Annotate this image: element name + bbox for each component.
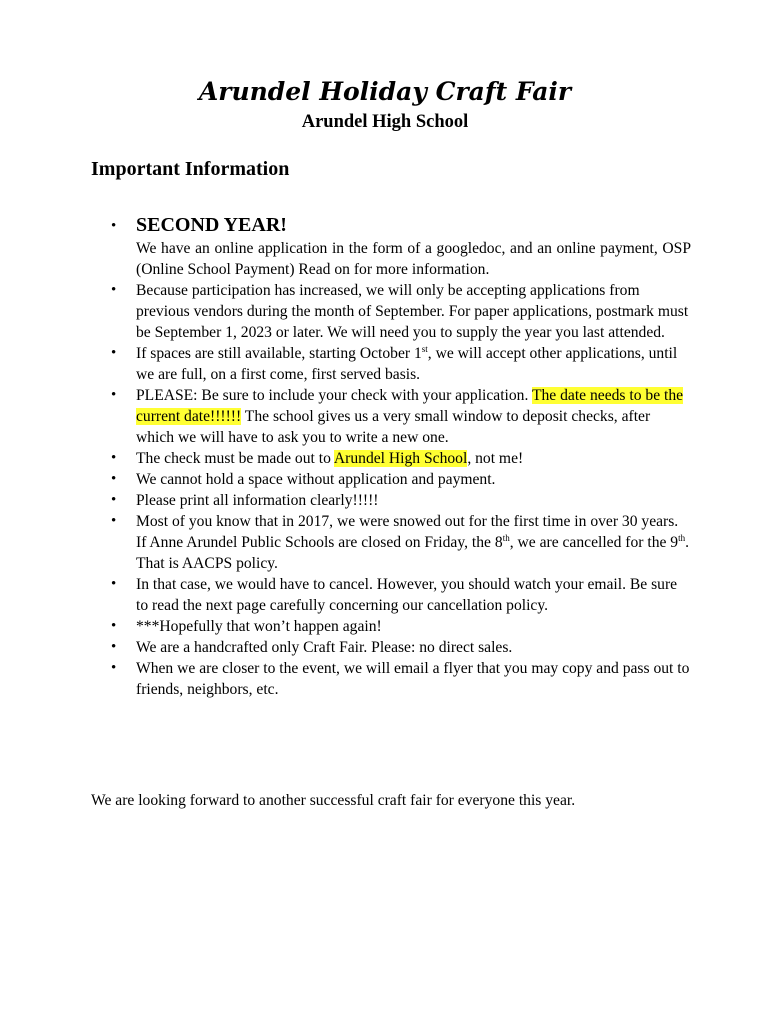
item-text: If spaces are still available, starting October 1 [136, 345, 422, 362]
item-text: . That is AACPS policy. [136, 534, 690, 572]
item-text: Most of you know that in 2017, we were snowed out for the first time in over 30 years. If Anne Arundel Public Schools are closed on Friday, the 8 [136, 513, 679, 551]
list-item [91, 616, 691, 637]
bullet-icon: • [111, 471, 117, 487]
list-item [91, 469, 691, 490]
item-text: The school gives us a very small window to deposit checks, after which we will have to ask you to write a new one. [136, 408, 651, 446]
bullet-icon: • [111, 387, 117, 403]
ordinal-suffix: st [421, 343, 428, 354]
item-text: PLEASE: Be sure to include your check with your application. [136, 387, 532, 404]
bullet-icon: • [111, 282, 117, 298]
item-text: , we are cancelled for the 9 [509, 534, 679, 551]
highlighted-text: The date needs to be the current date!!!!!! [136, 387, 684, 425]
list-item [91, 637, 691, 658]
bullet-icon: • [111, 639, 117, 655]
lead-heading: SECOND YEAR! [136, 214, 287, 236]
list-item [91, 574, 691, 616]
closing-statement: We are looking forward to another successful craft fair for everyone this year. [91, 792, 576, 809]
important-info-list [91, 212, 691, 700]
bullet-icon: • [111, 450, 117, 466]
list-item [91, 385, 691, 448]
bullet-icon: • [111, 513, 117, 529]
bullet-icon: • [111, 660, 117, 676]
item-text: In that case, we would have to cancel. However, you should watch your email. Be sure to read the next page carefully concerning our cancellation policy. [136, 576, 678, 614]
item-text: We cannot hold a space without application and payment. [136, 471, 496, 488]
ordinal-suffix: th [502, 532, 510, 543]
list-item [91, 511, 691, 574]
list-item [91, 280, 691, 343]
ordinal-suffix: th [678, 532, 686, 543]
list-item-second-year [91, 212, 691, 280]
list-item [91, 448, 691, 469]
document-title: Arundel Holiday Craft Fair [198, 77, 572, 106]
bullet-icon: • [111, 345, 117, 361]
item-text: When we are closer to the event, we will email a flyer that you may copy and pass out to friends, neighbors, etc. [136, 660, 690, 698]
item-text: Please print all information clearly!!!!! [136, 492, 379, 509]
lead-text: We have an online application in the form of a googledoc, and an online payment, OSP (Online School Payment) Read on for more information. [136, 240, 691, 278]
item-text: The check must be made out to [136, 450, 334, 467]
list-item [91, 343, 691, 385]
list-item [91, 490, 691, 511]
list-item [91, 658, 691, 700]
item-text: Because participation has increased, we will only be accepting applications from previous vendors during the month of September. For paper applications, postmark must be September 1, 2023 or later. We will need you to supply the year you last attended. [136, 282, 689, 341]
item-text: ***Hopefully that won’t happen again! [136, 618, 382, 635]
bullet-icon: • [111, 576, 117, 592]
section-heading: Important Information [91, 158, 290, 180]
item-text: , we will accept other applications, until we are full, on a first come, first served basis. [136, 345, 678, 383]
item-text: , not me! [467, 450, 524, 467]
bullet-icon: • [111, 218, 117, 234]
school-name: Arundel High School [301, 112, 469, 132]
highlighted-text: Arundel High School [333, 450, 468, 467]
bullet-icon: • [111, 492, 117, 508]
bullet-icon: • [111, 618, 117, 634]
item-text: We are a handcrafted only Craft Fair. Please: no direct sales. [136, 639, 513, 656]
